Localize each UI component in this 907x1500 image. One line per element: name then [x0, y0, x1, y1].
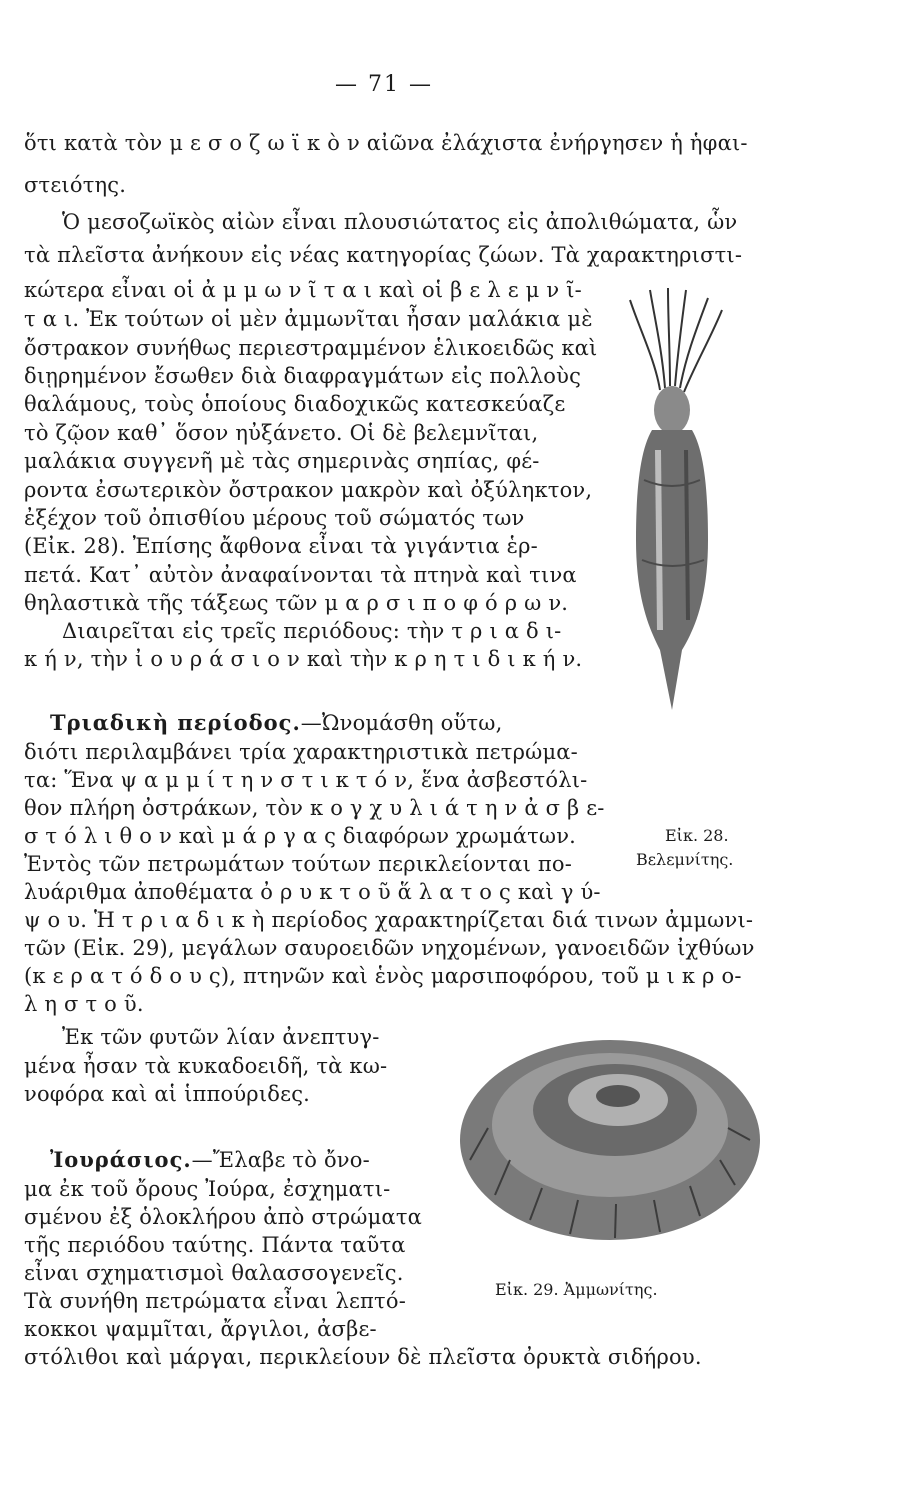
text-line: Ἐκ τῶν φυτῶν λίαν ἀνεπτυγ- [62, 1025, 380, 1049]
text-line: διότι περιλαμβάνει τρία χαρακτηριστικὰ πετρώμα- [24, 740, 578, 764]
text-line: θον πλήρη ὀστράκων, τὸν κ ο γ χ υ λ ι ά τ η ν ἀ σ β ε- [24, 796, 605, 820]
text-line: πετά. Κατ᾽ αὐτὸν ἀναφαίνονται τὰ πτηνὰ καὶ τινα [24, 563, 577, 587]
text-line: Ὁ μεσοζωϊκὸς αἰὼν εἶναι πλουσιώτατος εἰς ἀπολιθώματα, ὧν [62, 210, 738, 234]
text-line: (κ ε ρ α τ ό δ ο υ ς), πτηνῶν καὶ ἑνὸς μαρσιποφόρου, τοῦ μ ι κ ρ ο- [24, 964, 742, 988]
text-line: τὰ πλεῖστα ἀνήκουν εἰς νέας κατηγορίας ζώων. Τὰ χαρακτηριστι- [24, 243, 743, 267]
text-line: τῆς περιόδου ταύτης. Πάντα ταῦτα [24, 1233, 406, 1257]
text-line: Διαιρεῖται εἰς τρεῖς περιόδους: τὴν τ ρ ι α δ ι- [62, 619, 562, 643]
text-line: Τὰ συνήθη πετρώματα εἶναι λεπτό- [24, 1289, 407, 1313]
figure-caption: Βελεμνίτης. [636, 850, 734, 869]
text-line: ὅτι κατὰ τὸν μ ε σ ο ζ ω ϊ κ ὸ ν αἰῶνα ἐλάχιστα ἐνήργησεν ἡ ἡφαι- [24, 131, 748, 155]
text-line: ψ ο υ. Ἡ τ ρ ι α δ ι κ ὴ περίοδος χαρακτηρίζεται διά τινων ἀμμωνι- [24, 908, 754, 932]
text-line: Ἐντὸς τῶν πετρωμάτων τούτων περικλείονται πο- [24, 852, 573, 876]
figure-caption: Εἰκ. 28. [665, 826, 729, 845]
text-line: διῃρημένον ἔσωθεν διὰ διαφραγμάτων εἰς πολλοὺς [24, 364, 582, 388]
text-line: σ τ ό λ ι θ ο ν καὶ μ ά ρ γ α ς διαφόρων χρωμάτων. [24, 824, 577, 848]
text-line: εἶναι σχηματισμοὶ θαλασσογενεῖς. [24, 1261, 404, 1285]
section-heading: Ἰουράσιος. [50, 1147, 192, 1172]
text-line: ροντα ἐσωτερικὸν ὄστρακον μακρὸν καὶ ὀξύληκτον, [24, 478, 593, 502]
section-paragraph-start [50, 1145, 370, 1175]
text-line: θηλαστικὰ τῆς τάξεως τῶν μ α ρ σ ι π ο φ ό ρ ω ν. [24, 591, 569, 615]
text-line: στόλιθοι καὶ μάργαι, περικλείουν δὲ πλεῖστα ὀρυκτὰ σιδήρου. [24, 1345, 702, 1369]
belemnite-illustration [600, 280, 750, 720]
text-line: λυάριθμα ἀποθέματα ὀ ρ υ κ τ ο ῦ ἅ λ α τ ο ς καὶ γ ύ- [24, 880, 601, 904]
text-line: κ ή ν, τὴν ἰ ο υ ρ ά σ ι ο ν καὶ τὴν κ ρ η τ ι δ ι κ ή ν. [24, 647, 583, 671]
page-number: — 71 — [335, 72, 433, 97]
text-line: τ α ι. Ἐκ τούτων οἱ μὲν ἀμμωνῖται ἦσαν μαλάκια μὲ [24, 307, 593, 331]
section-paragraph-start [50, 708, 503, 738]
text-line: κοκκοι ψαμμῖται, ἄργιλοι, ἀσβε- [24, 1317, 377, 1341]
text-line: τα: Ἕνα ψ α μ μ ί τ η ν σ τ ι κ τ ό ν, ἕνα ἀσβεστόλι- [24, 768, 588, 792]
text-line: τῶν (Εἰκ. 29), μεγάλων σαυροειδῶν νηχομένων, γανοειδῶν ἰχθύων [24, 936, 755, 960]
text-line: μαλάκια συγγενῆ μὲ τὰς σημερινὰς σηπίας, φέ- [24, 449, 540, 473]
text-run: —Ἔλαβε τὸ ὄνο- [191, 1148, 370, 1172]
figure-caption: Εἰκ. 29. Ἀμμωνίτης. [495, 1280, 658, 1299]
section-heading: Τριαδικὴ περίοδος. [50, 710, 301, 735]
text-line: τὸ ζῷον καθ᾽ ὅσον ηὐξάνετο. Οἱ δὲ βελεμνῖται, [24, 421, 539, 445]
text-line: ἐξέχον τοῦ ὀπισθίου μέρους τοῦ σώματός των [24, 506, 525, 530]
text-line: μα ἐκ τοῦ ὄρους Ἰούρα, ἐσχηματι- [24, 1177, 391, 1201]
text-line: λ η σ τ ο ῦ. [24, 992, 144, 1016]
text-line: στειότης. [24, 173, 127, 197]
text-line: νοφόρα καὶ αἱ ἱππούριδες. [24, 1082, 311, 1106]
ammonite-illustration [450, 1020, 760, 1250]
text-line: μένα ἦσαν τὰ κυκαδοειδῆ, τὰ κω- [24, 1054, 388, 1078]
text-line: κώτερα εἶναι οἱ ἀ μ μ ω ν ῖ τ α ι καὶ οἱ β ε λ ε μ ν ῖ- [24, 278, 582, 302]
text-line: σμένου ἐξ ὁλοκλήρου ἀπὸ στρώματα [24, 1205, 423, 1229]
text-line: ὄστρακον συνήθως περιεστραμμένον ἑλικοειδῶς καὶ [24, 336, 598, 360]
text-line: (Εἰκ. 28). Ἐπίσης ἄφθονα εἶναι τὰ γιγάντια ἑρ- [24, 534, 538, 558]
text-line: θαλάμους, τοὺς ὁποίους διαδοχικῶς κατεσκεύαζε [24, 392, 566, 416]
text-run: —Ὠνομάσθη οὕτω, [300, 711, 503, 735]
